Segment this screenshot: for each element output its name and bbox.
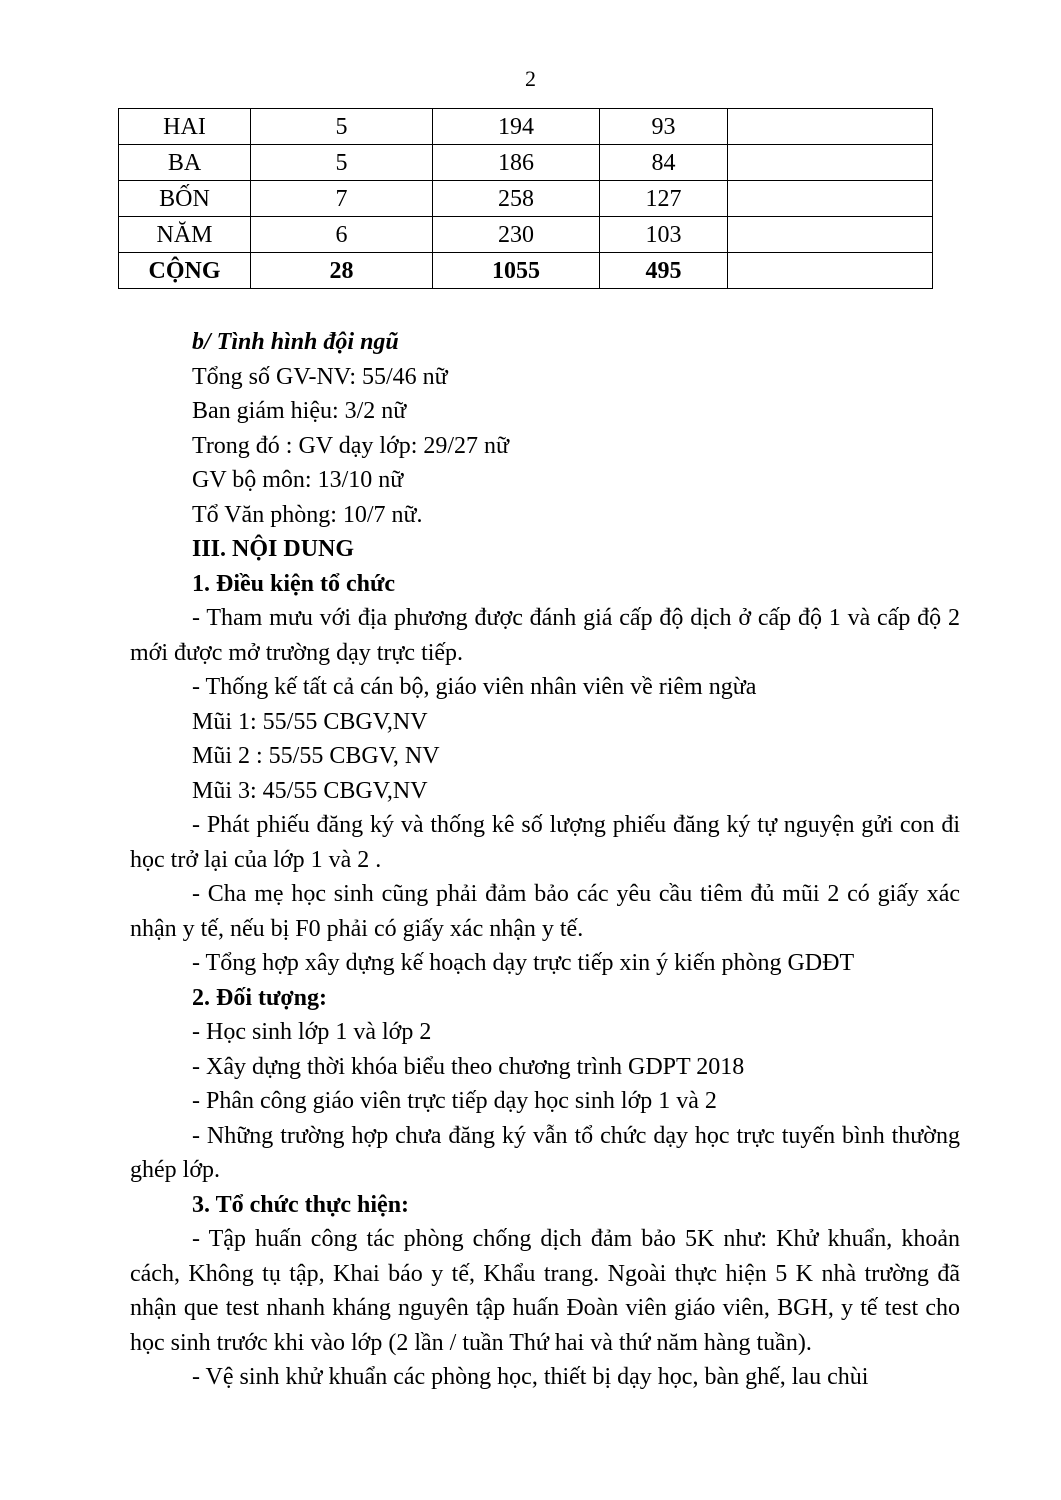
students-cell: 230 [433, 217, 600, 253]
page-number: 2 [525, 66, 536, 91]
grade-cell: HAI [119, 109, 251, 145]
dose-line: Mũi 1: 55/55 CBGV,NV [192, 708, 428, 735]
grade-cell: NĂM [119, 217, 251, 253]
paragraph: - Tổng hợp xây dựng kế hoạch dạy trực tiếp xin ý kiến phòng GDĐT [192, 950, 855, 976]
female-cell: 93 [600, 109, 728, 145]
staff-heading: b/ Tình hình đội ngũ [192, 329, 399, 355]
staff-board: Ban giám hiệu: 3/2 nữ [192, 398, 407, 424]
classes-cell: 5 [251, 109, 433, 145]
paragraph: - Vệ sinh khử khuẩn các phòng học, thiết bị dạy học, bàn ghế, lau chùi [192, 1364, 869, 1390]
section-3-heading: 3. Tổ chức thực hiện: [192, 1191, 410, 1218]
female-cell: 84 [600, 145, 728, 181]
section-1-heading: 1. Điều kiện tổ chức [192, 570, 396, 597]
total-note-cell [728, 253, 933, 289]
note-cell [728, 145, 933, 181]
dose-line: Mũi 3: 45/55 CBGV,NV [192, 777, 428, 804]
table-row [119, 181, 933, 217]
note-cell [728, 217, 933, 253]
female-cell: 103 [600, 217, 728, 253]
total-label-cell: CỘNG [119, 253, 251, 289]
paragraph: - Tham mưu với địa phương được đánh giá cấp độ dịch ở cấp độ 1 và cấp độ 2 mới được mở trường dạy trực tiếp. [130, 605, 960, 666]
paragraph: - Những trường hợp chưa đăng ký vẫn tổ chức dạy học trực tuyến bình thường ghép lớp. [130, 1122, 960, 1183]
section-heading: III. NỘI DUNG [192, 536, 355, 562]
table-row [119, 145, 933, 181]
table-row [119, 109, 933, 145]
paragraph: - Phân công giáo viên trực tiếp dạy học sinh lớp 1 và 2 [192, 1088, 717, 1114]
students-cell: 258 [433, 181, 600, 217]
section-2-heading: 2. Đối tượng: [192, 984, 328, 1011]
students-cell: 186 [433, 145, 600, 181]
paragraph: - Xây dựng thời khóa biểu theo chương trình GDPT 2018 [192, 1053, 745, 1080]
classes-cell: 5 [251, 145, 433, 181]
total-students-cell: 1055 [433, 253, 600, 289]
classes-cell: 7 [251, 181, 433, 217]
grade-cell: BỐN [119, 181, 251, 217]
total-classes-cell: 28 [251, 253, 433, 289]
staff-subject-teachers: GV bộ môn: 13/10 nữ [192, 467, 404, 493]
female-cell: 127 [600, 181, 728, 217]
paragraph: - Phát phiếu đăng ký và thống kê số lượng phiếu đăng ký tự nguyện gửi con đi học trở lại của lớp 1 và 2 . [130, 812, 960, 873]
note-cell [728, 109, 933, 145]
staff-office: Tổ Văn phòng: 10/7 nữ. [192, 501, 423, 528]
staff-class-teachers: Trong đó : GV dạy lớp: 29/27 nữ [192, 432, 510, 459]
staff-total: Tổng số GV-NV: 55/46 nữ [192, 363, 448, 390]
table-row [119, 217, 933, 253]
students-cell: 194 [433, 109, 600, 145]
paragraph: - Thống kế tất cả cán bộ, giáo viên nhân viên về riêm ngừa [192, 674, 757, 700]
total-female-cell: 495 [600, 253, 728, 289]
paragraph: - Tập huấn công tác phòng chống dịch đảm bảo 5K như: Khử khuẩn, khoản cách, Không tụ tập, Khai báo y tế, Khẩu trang. Ngoài thực hiện 5 K nhà trường đã nhận que test nhanh kháng nguyên tập huấn Đoàn viên giáo viên, BGH, y tế test cho học sinh trước khi vào lớp (2 lần / tuần Thứ hai và thứ năm hàng tuần). [130, 1226, 960, 1356]
dose-line: Mũi 2 : 55/55 CBGV, NV [192, 743, 440, 769]
paragraph: - Cha mẹ học sinh cũng phải đảm bảo các yêu cầu tiêm đủ mũi 2 có giấy xác nhận y tế, nếu bị F0 phải có giấy xác nhận y tế. [130, 881, 960, 942]
document-body [130, 325, 960, 1395]
grade-cell: BA [119, 145, 251, 181]
classes-cell: 6 [251, 217, 433, 253]
table-total-row [119, 253, 933, 289]
class-statistics-table [118, 108, 933, 289]
note-cell [728, 181, 933, 217]
paragraph: - Học sinh lớp 1 và lớp 2 [192, 1019, 432, 1045]
